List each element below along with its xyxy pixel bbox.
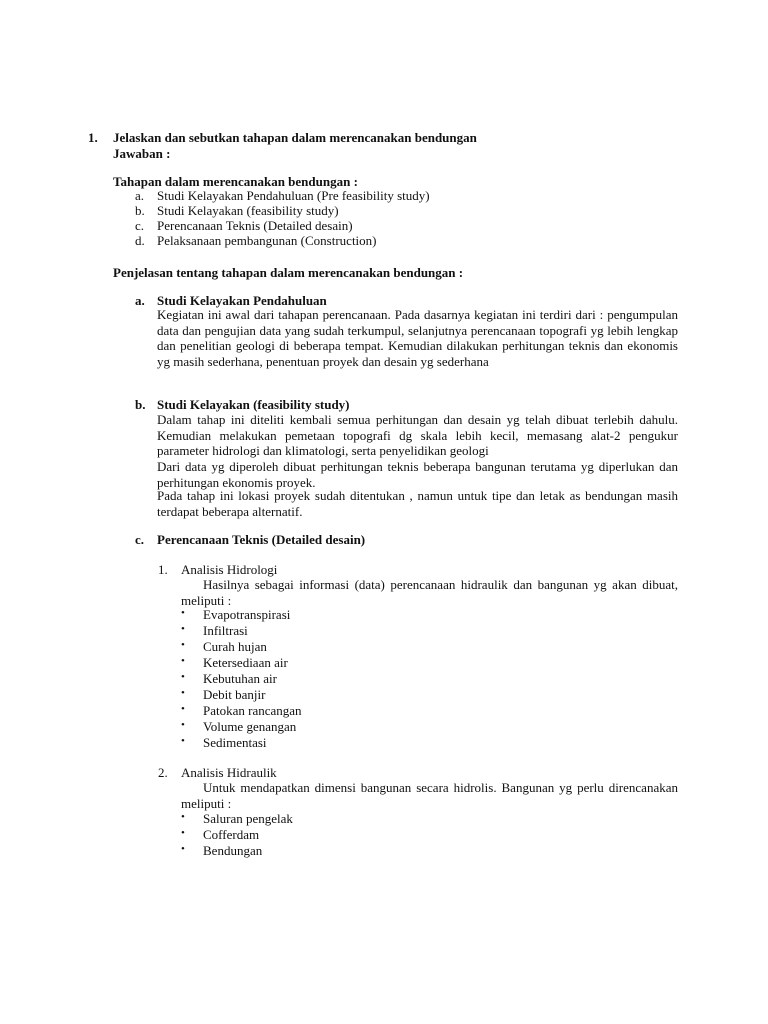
list-item: Studi Kelayakan (feasibility study): [157, 203, 339, 218]
list-item: Sedimentasi: [203, 735, 267, 750]
list-item: Curah hujan: [203, 639, 267, 654]
bullet-icon: •: [181, 687, 185, 699]
bullet-icon: •: [181, 655, 185, 667]
list-item: Patokan rancangan: [203, 703, 302, 718]
penjelasan-heading: Penjelasan tentang tahapan dalam merencanakan bendungan :: [113, 265, 464, 280]
section-a-marker: a.: [135, 293, 145, 308]
list-item: Volume genangan: [203, 719, 297, 734]
list-item: Infiltrasi: [203, 623, 248, 638]
section-b-paragraph-2: Dari data yg diperoleh dibuat perhitungan teknis beberapa bangunan terutama yg diperlukan dan perhitungan ekonomis proyek.: [157, 459, 678, 490]
bullet-icon: •: [181, 671, 185, 683]
bullet-icon: •: [181, 719, 185, 731]
section-a-body: Kegiatan ini awal dari tahapan perencanaan. Pada dasarnya kegiatan ini terdiri dari : pengumpulan data dan pengujian data yang sudah terkumpul, selanjutnya perencanaan topografi yg lebih lengkap dan penelitian geologi di beberapa tempat. Kemudian dilakukan perhitungan teknis dan ekonomis yg masih sederhana, penentuan proyek dan desain yg sederhana: [157, 307, 678, 370]
list-marker: b.: [135, 203, 145, 218]
bullet-icon: •: [181, 703, 185, 715]
list-item: Evapotranspirasi: [203, 607, 291, 622]
question-number: 1.: [88, 130, 98, 145]
bullet-icon: •: [181, 811, 185, 823]
section-c-marker: c.: [135, 532, 145, 547]
section-b-marker: b.: [135, 397, 146, 412]
list-item: Bendungan: [203, 843, 263, 858]
tahapan-heading: Tahapan dalam merencanakan bendungan :: [113, 174, 358, 189]
list-item: Pelaksanaan pembangunan (Construction): [157, 233, 377, 248]
subsection-2-body: Untuk mendapatkan dimensi bangunan secara hidrolis. Bangunan yg perlu direncanakan meliputi :: [181, 780, 678, 811]
section-c-title: Perencanaan Teknis (Detailed desain): [157, 532, 366, 547]
bullet-icon: •: [181, 607, 185, 619]
list-item: Studi Kelayakan Pendahuluan (Pre feasibility study): [157, 188, 430, 203]
section-b-paragraph-1: Dalam tahap ini diteliti kembali semua perhitungan dan desain yg telah dibuat terlebih dahulu. Kemudian melakukan pemetaan topografi dg skala lebih kecil, memasang alat-2 pengukur parameter hidrologi dan klimatologi, serta penyelidikan geologi: [157, 412, 678, 459]
subsection-1-title: Analisis Hidrologi: [181, 562, 278, 577]
subsection-2-title: Analisis Hidraulik: [181, 765, 277, 780]
bullet-icon: •: [181, 827, 185, 839]
list-item: Debit banjir: [203, 687, 266, 702]
question-title: Jelaskan dan sebutkan tahapan dalam merencanakan bendungan: [113, 130, 477, 145]
bullet-icon: •: [181, 843, 185, 855]
list-item: Cofferdam: [203, 827, 260, 842]
answer-label: Jawaban :: [113, 146, 171, 161]
list-marker: c.: [135, 218, 145, 233]
list-marker: d.: [135, 233, 145, 248]
list-item: Kebutuhan air: [203, 671, 278, 686]
list-item: Saluran pengelak: [203, 811, 293, 826]
section-b-paragraph-3: Pada tahap ini lokasi proyek sudah ditentukan , namun untuk tipe dan letak as bendungan masih terdapat beberapa alternatif.: [157, 488, 678, 519]
section-a-title: Studi Kelayakan Pendahuluan: [157, 293, 327, 308]
subsection-1-number: 1.: [158, 562, 168, 577]
subsection-2-number: 2.: [158, 765, 168, 780]
bullet-icon: •: [181, 735, 185, 747]
bullet-icon: •: [181, 623, 185, 635]
list-item: Perencanaan Teknis (Detailed desain): [157, 218, 353, 233]
subsection-1-body: Hasilnya sebagai informasi (data) perencanaan hidraulik dan bangunan yg akan dibuat, meliputi :: [181, 577, 678, 608]
section-b-title: Studi Kelayakan (feasibility study): [157, 397, 350, 412]
list-marker: a.: [135, 188, 145, 203]
bullet-icon: •: [181, 639, 185, 651]
list-item: Ketersediaan air: [203, 655, 288, 670]
